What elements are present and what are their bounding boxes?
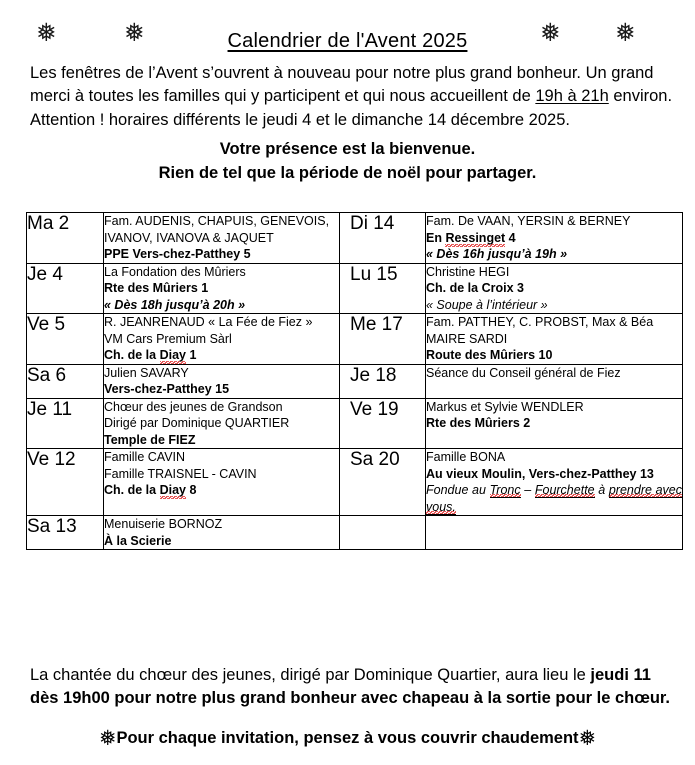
calendar-info-cell (426, 314, 683, 365)
intro-paragraph (30, 62, 681, 132)
calendar-cell-line: R. JEANRENAUD « La Fée de Fiez » (104, 315, 313, 329)
welcome-statement (30, 138, 665, 186)
page-title (0, 30, 695, 53)
footer-note-text: Pour chaque invitation, pensez à vous couvrir chaudement (116, 729, 579, 747)
calendar-cell-line: Séance du Conseil général de Fiez (426, 365, 621, 380)
calendar-cell-line: Famille BONA (426, 450, 506, 464)
calendar-cell-line: Fam. PATTHEY, C. PROBST, Max & Béa (426, 315, 654, 329)
spellcheck-underline: prendre avec vous. (426, 483, 682, 514)
calendar-cell-line: MAIRE SARDI (426, 331, 508, 346)
calendar-cell-line: VM Cars Premium Sàrl (104, 331, 232, 346)
calendar-cell-line: « Dès 18h jusqu’à 20h » (104, 297, 246, 312)
snowflake-icon: ❅ (36, 18, 57, 47)
calendar-info-cell (426, 398, 683, 449)
calendar-cell-line: Ch. de la Croix 3 (426, 281, 524, 295)
spellcheck-underline: Fourchette (534, 483, 595, 497)
calendar-cell-line: Christine HEGI (426, 264, 510, 279)
calendar-cell-line: Temple de FIEZ (104, 432, 196, 447)
table-row (27, 263, 683, 314)
welcome-line-2: Rien de tel que la période de noël pour partager. (158, 164, 537, 183)
calendar-info-cell (104, 263, 340, 314)
calendar-day-cell: Ma 2 (27, 213, 104, 264)
table-row (27, 398, 683, 449)
intro-hours-underlined: 19h à 21h (535, 87, 609, 106)
calendar-info-cell (104, 516, 340, 550)
table-row (27, 449, 683, 516)
calendar-info-cell (426, 449, 683, 516)
calendar-day-cell: Sa 20 (340, 449, 426, 516)
calendar-cell-line: Ch. de la Diay 1 (104, 348, 197, 362)
calendar-cell-line: Julien SAVARY (104, 365, 189, 380)
calendar-day-cell: Lu 15 (340, 263, 426, 314)
calendar-cell-line: À la Scierie (104, 533, 172, 548)
calendar-info-cell (104, 449, 340, 516)
intro-line-3-prefix: de (512, 87, 536, 106)
calendar-day-cell: Sa 6 (27, 364, 104, 398)
calendar-info-cell (426, 213, 683, 264)
table-row (27, 314, 683, 365)
document-header (0, 0, 695, 62)
calendar-table-wrapper (26, 212, 682, 550)
spellcheck-underline: Diay (159, 483, 186, 497)
calendar-info-cell (104, 213, 340, 264)
spellcheck-underline: Ressinget (445, 230, 506, 245)
calendar-day-cell: Sa 13 (27, 516, 104, 550)
table-row (27, 364, 683, 398)
snowflake-icon: ❅ (124, 18, 145, 47)
footer-line-2: jeudi 11 dès 19h00 pour notre plus grand bonheur avec chapeau à la sortie (30, 666, 651, 708)
calendar-cell-line: Ch. de la Diay 8 (104, 483, 197, 497)
snowflake-icon: ❅ (98, 726, 117, 750)
calendar-cell-line: Au vieux Moulin, Vers-chez-Patthey 13 (426, 466, 654, 481)
footer-line-1: La chantée du chœur des jeunes, dirigé par Dominique Quartier, aura lieu le (30, 666, 586, 684)
calendar-day-cell: Je 18 (340, 364, 426, 398)
table-row (27, 213, 683, 264)
intro-line-4: 14 décembre 2025. (427, 110, 570, 129)
calendar-cell-line: « Soupe à l’intérieur » (426, 297, 548, 312)
calendar-day-cell (340, 516, 426, 550)
calendar-day-cell: Ve 5 (27, 314, 104, 365)
footer-paragraph (30, 664, 679, 711)
snowflake-icon: ❅ (578, 726, 597, 750)
calendar-info-cell (426, 263, 683, 314)
spellcheck-underline: Diay (159, 348, 186, 362)
calendar-cell-line: Menuiserie BORNOZ (104, 517, 223, 531)
calendar-day-cell: Ve 19 (340, 398, 426, 449)
table-row (27, 516, 683, 550)
calendar-cell-line: Famille CAVIN (104, 450, 186, 464)
snowflake-icon: ❅ (540, 18, 561, 47)
advent-calendar-table (26, 212, 683, 550)
snowflake-icon: ❅ (615, 18, 636, 47)
footer-line-3: pour le chœur. (555, 689, 671, 708)
calendar-cell-line: Chœur des jeunes de Grandson (104, 399, 283, 414)
calendar-cell-line: En Ressinget 4 (426, 230, 516, 245)
footer-note (0, 726, 695, 750)
calendar-table-body (27, 213, 683, 550)
calendar-day-cell: Ve 12 (27, 449, 104, 516)
calendar-info-cell (104, 364, 340, 398)
calendar-cell-line: Fam. De VAAN, YERSIN & BERNEY (426, 214, 631, 228)
calendar-cell-line: « Dès 16h jusqu’à 19h » (426, 247, 568, 261)
intro-line-2: Un grand merci à toutes les familles qui y participent et qui nous accueillent (30, 64, 654, 106)
calendar-cell-line: Route des Mûriers 10 (426, 348, 553, 362)
calendar-info-cell (426, 364, 683, 398)
calendar-day-cell: Me 17 (340, 314, 426, 365)
calendar-cell-line: Vers-chez-Patthey 15 (104, 382, 230, 396)
calendar-info-cell (104, 314, 340, 365)
calendar-day-cell: Di 14 (340, 213, 426, 264)
spellcheck-underline: Tronc (489, 483, 521, 497)
calendar-cell-line: IVANOV, IVANOVA & JAQUET (104, 230, 274, 245)
intro-line-1: Les fenêtres de l’Avent s’ouvrent à nouveau pour notre plus grand bonheur. (30, 64, 581, 82)
calendar-day-cell: Je 4 (27, 263, 104, 314)
calendar-info-cell (104, 398, 340, 449)
calendar-cell-line: Markus et Sylvie WENDLER (426, 399, 584, 414)
calendar-cell-line: Rte des Mûriers 1 (104, 281, 209, 295)
calendar-cell-line: PPE Vers-chez-Patthey 5 (104, 247, 251, 261)
calendar-cell-line: Rte des Mûriers 2 (426, 416, 531, 430)
calendar-info-cell (426, 516, 683, 550)
calendar-cell-line: Famille TRAISNEL - CAVIN (104, 466, 257, 481)
intro-line-3-suffix: environ. Attention ! horaires différents le jeudi 4 et le dimanche (30, 87, 673, 129)
page-title-text: Calendrier de l'Avent 2025 (227, 30, 468, 52)
calendar-cell-line: Dirigé par Dominique QUARTIER (104, 416, 290, 430)
calendar-cell-line: La Fondation des Mûriers (104, 264, 246, 279)
calendar-cell-line: Fam. AUDENIS, CHAPUIS, GENEVOIS, (104, 214, 330, 228)
welcome-line-1: Votre présence est la bienvenue. (219, 140, 476, 159)
calendar-cell-line: Fondue au Tronc – Fourchette à prendre avec vous. (426, 483, 682, 514)
calendar-day-cell: Je 11 (27, 398, 104, 449)
